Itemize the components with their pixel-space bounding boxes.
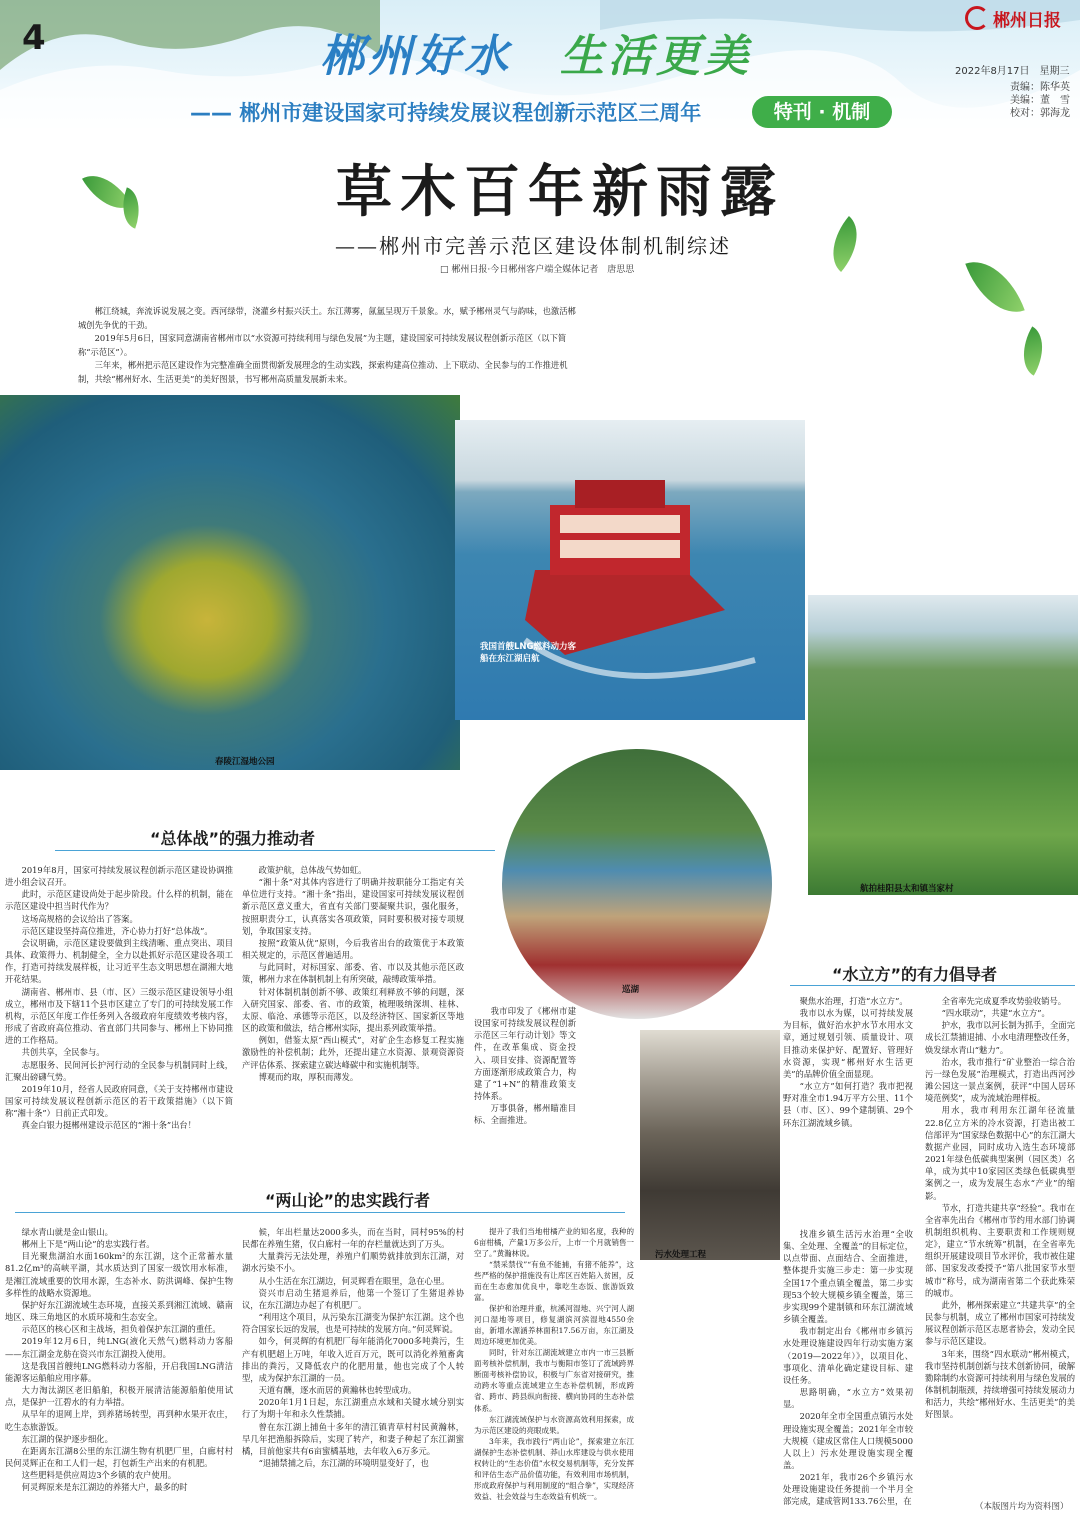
section2-title: “两山论”的忠实践行者	[265, 1191, 431, 1210]
paragraph: 候，年出栏量达2000多头，而在当时，同村95%的村民都在养殖生猪，仅白廊村一年的存栏量就达到了万头。	[242, 1227, 464, 1250]
headline: 草木百年新雨露	[336, 159, 784, 225]
paragraph: 与此同时，对标国家、部委、省、市以及其他示范区政策，郴州力求在体制机制上有所突破，敲缚政策举措。	[242, 962, 464, 985]
s1-column-2	[242, 864, 464, 1083]
paragraph: 如今，何灵辉的有机肥厂每年能消化7000多吨粪污，生产有机肥超上万吨，年收入近百万元，既可以消化养殖畜禽排出的粪污，又降低农户的化肥用量，他也完成了个人转型，成为保护东江湖的一员。	[242, 1336, 464, 1383]
paragraph: “水立方”如何打造？我市把视野对准全市1.94万平方公里、11个县（市、区）、99个建制镇、29个环东江湖流域乡镇。	[783, 1081, 913, 1128]
village-aerial-photo	[808, 595, 1078, 895]
s3-column-1a	[783, 995, 913, 1129]
s3-column-1b	[783, 1228, 913, 1508]
masthead-part1: 郴州好水	[320, 31, 512, 82]
village-caption: 航拍桂阳县太和镇当家村	[860, 884, 954, 894]
paragraph: 2019年12月6日，纯LNG(液化天然气)燃料动力客船——东江湖金龙舫在资兴市东江湖投入使用。	[5, 1336, 233, 1359]
logo-text: 郴州日报	[993, 11, 1061, 31]
wetland-caption: 春陵江湿地公园	[215, 757, 275, 767]
intro-paragraph: 2019年5月6日，国家同意湖南省郴州市以“水资源可持续利用与绿色发展”为主题，建设国家可持续发展议程创新示范区（以下简称“示范区”）。	[78, 333, 567, 357]
paragraph: 从早年的退网上岸，到养猪场转型，再到种水果开农庄，吃生态旅游饭。	[5, 1409, 233, 1432]
paragraph: 共创共享，全民参与。	[21, 1047, 105, 1058]
paragraph: 志愿服务、民间河长护河行动的全民参与机制同时上线，汇聚出磅礴气势。	[5, 1059, 233, 1082]
paragraph: 思路明确，“水立方”效果初显。	[783, 1387, 913, 1410]
leaf-icon	[965, 250, 1024, 324]
proofreader-credit: 校对：郭海龙	[1010, 108, 1070, 119]
s3-column-2	[925, 995, 1075, 1420]
s2-column-2	[242, 1226, 464, 1469]
editor-credit: 责编：陈华英	[1010, 82, 1070, 93]
paragraph: 此时，示范区建设尚处于起步阶段。什么样的机制，能在示范区建设中担当时代作为？	[5, 889, 233, 912]
paragraph: 保护和治理并重，杭溪河湿地、兴宁河人湖河口湿地等项目，修复湖滨河滨湿地4550余亩，新增水源涵养林面积17.56万亩，东江湖及周边环境更加优美。	[474, 1304, 634, 1347]
paragraph: “退捕禁捕之后，东江湖的环境明显变好了，也	[258, 1457, 429, 1468]
masthead-title	[320, 20, 752, 84]
paragraph: 湖南省、郴州市、县（市、区）三级示范区建设领导小组成立，郴州市及下辖11个县市区建立了专门的可持续发展工作机构，示范区年度工作任务列入各级政府年度绩效考核内容，形成了省政府高位推动、省直部门共同参与、郴州上下协同推进的工作格局。	[5, 986, 233, 1046]
section2-rule	[15, 1212, 625, 1213]
footer-note: （本版图片均为资料图）	[975, 1502, 1069, 1512]
paragraph: 用水，我市利用东江湖年径流量22.8亿立方米的冷水资源，打造出被工信部评为“国家绿色数据中心”的东江湖大数据产业园，同时成功入选生态环境部2021年绿色低碳典型案例（园区类）名单，成为其中10家园区类绿色低碳典型案例之一，成为发展生态水“产业”的缩影。	[925, 1105, 1075, 1201]
paragraph: 会议明确，示范区建设要做到主线清晰、重点突出、项目具体、政策得力、机制健全，全力以赴抓好示范区建设各项工作，打造可持续发展样板，让习近平生态文明思想在湖湘大地开花结果。	[5, 937, 233, 985]
designer-credit: 美编：董 雪	[1010, 95, 1070, 106]
paragraph: 东江湖的保护逐步细化。	[21, 1433, 113, 1444]
special-subtitle: —— 郴州市建设国家可持续发展议程创新示范区三周年	[190, 101, 702, 125]
newspaper-logo	[965, 6, 1075, 34]
paragraph: 这是我国首艘纯LNG燃料动力客船，开启我国LNG清洁能源客运船舶应用序幕。	[5, 1360, 233, 1383]
paragraph: 绿水青山就是金山银山。	[21, 1227, 113, 1237]
paragraph: 东江湖流域保护与水资源高效利用探索，成为示范区建设的亮眼成果。	[474, 1414, 634, 1435]
paragraph: 目光聚焦湖泊水面160km²的东江湖，这个正常蓄水量81.2亿m³的高峡平湖，其水质达到了国家一级饮用水标准，是湘江流域重要的饮用水源，生态补水、防洪调峰、保护生物多样性的战略水资源地。	[5, 1251, 233, 1298]
paragraph: “利用这个项目，从污染东江湖变为保护东江湖。这个也符合国家长远的发展，也是可持续的发展方向。”何灵辉说。	[242, 1312, 464, 1335]
byline: □ 郴州日报·今日郴州客户端全媒体记者 唐思思	[440, 265, 635, 275]
logo-mark-icon	[965, 6, 989, 30]
paragraph: 全省率先完成夏季攻势验收销号。	[941, 996, 1067, 1006]
lake-patrol-photo	[498, 745, 776, 1023]
section1-rule	[55, 850, 495, 851]
paragraph: 政策护航，总体战气势如虹。	[258, 865, 367, 875]
issue-date: 2022年8月17日 星期三	[955, 66, 1070, 77]
boat-caption: 我国首艘LNG燃料动力客船在东江湖启航	[480, 642, 577, 664]
paragraph: 我市印发了《郴州市建设国家可持续发展议程创新示范区三年行动计划》等文件，在改革集成、资金投入、项目安排、资源配置等方面逐渐形成政策合力，构建了“1+N”的精准政策支持体系。	[474, 1006, 576, 1102]
paragraph: 示范区建设坚持高位推进，齐心协力打好“总体战”。	[21, 925, 213, 936]
paragraph: 聚焦水治理，打造“水立方”。	[799, 996, 908, 1006]
paragraph: 郴州上下是“两山论”的忠实践行者。	[21, 1239, 155, 1250]
intro-paragraph: 三年来，郴州把示范区建设作为完整准确全面贯彻新发展理念的生动实践，探索构建高位推动、上下联动、全民参与的工作推进机制，共绘“郴州好水、生活更美”的美好图景，书写郴州高质量发展新未来。	[78, 360, 568, 384]
paragraph: 2020年全市全国重点镇污水处理设施实现全覆盖；2021年全市较大规模（建成区常住人口规模5000人以上）污水处理设施实现全覆盖。	[783, 1411, 913, 1470]
paragraph: 何灵辉原来是东江湖边的养猪大户，最多的时	[21, 1482, 188, 1493]
section3-rule	[790, 985, 1075, 986]
paragraph: 万事俱备，郴州瞄准目标、全面推进。	[474, 1103, 576, 1126]
paragraph: 2020年1月1日起，东江湖重点水域和关键水域分别实行了为期十年和永久性禁捕。	[242, 1397, 464, 1420]
paragraph: 这场高规格的会议给出了答案。	[21, 913, 138, 924]
special-tag: 特刊 · 机制	[752, 96, 892, 128]
section1-title: “总体战”的强力推动者	[150, 829, 316, 848]
paragraph: 同时，针对东江湖流域建立市内一市三县断面考核补偿机制，我市与衡阳市签订了流域跨界断面考核补偿协议，积极与广东省对接研究，推动跨水等重点流域建立生态补偿机制，形成跨省、跨市、跨县纵向衔接、横向协同的生态补偿体系。	[474, 1348, 634, 1413]
paragraph: 大力淘汰湖区老旧船舶，积极开展清洁能源船舶使用试点，是保护一江碧水的有力举措。	[5, 1385, 233, 1408]
paragraph: 2019年8月，国家可持续发展议程创新示范区建设协调推进小组会议召开。	[5, 865, 233, 888]
paragraph: 此外，郴州探索建立“共建共享”的全民参与机制，成立了郴州市国家可持续发展议程创新示范区志愿者协会，发动全民参与示范区建设。	[925, 1299, 1075, 1347]
paragraph: 资兴市启动生猪退养后，他第一个签订了生猪退养协议，在东江湖边办起了有机肥厂。	[242, 1287, 464, 1310]
paragraph: 曾在东江湖上捕鱼十多年的清江镇青草村村民黄瀚林，早几年把渔船拆除后，实现了转产，和妻子种起了东江湖蜜橘，目前他家共有6亩蜜橘基地，去年收入6万多元。	[242, 1421, 464, 1456]
sewage-caption: 污水处理工程	[655, 1250, 707, 1260]
paragraph: 2019年10月，经省人民政府同意，《关于支持郴州市建设国家可持续发展议程创新示范区的若干政策措施》（以下简称“湘十条”）日前正式印发。	[5, 1083, 233, 1119]
s1-column-1	[5, 864, 233, 1131]
intro-paragraphs	[78, 305, 578, 387]
paragraph: 博观而约取，厚积而薄发。	[258, 1071, 359, 1082]
subheadline: ——郴州市完善示范区建设体制机制综述	[335, 234, 731, 258]
paragraph: 保护好东江湖流域生态环境，直接关系到湘江流域、赣南地区、珠三角地区的水质环境和生态安全。	[5, 1299, 233, 1323]
paragraph: 在距离东江湖8公里的东江湖生物有机肥厂里，白廊村村民何灵辉正在和工人们一起，打包新生产出来的有机肥。	[5, 1445, 233, 1468]
paragraph: 针对体制机制创新不够、政策红利释放不够的问题，深入研究国家、部委、省、市的政策，梳理吸纳深圳、桂林、太原、临沧、承德等示范区，以及经济特区、国家新区等地区的政策和做法，结合郴州实际，提出系列政策举措。	[242, 986, 464, 1034]
paragraph: 我市以水为媒，以可持续发展为目标，做好治水护水节水用水文章，通过规划引领、质量设计、项目推动来保护好、配置好、管理好水资源，实现“郴州好水生活更美”的品牌价值全面显现。	[783, 1008, 913, 1079]
paragraph: “湘十条”对其体内容进行了明确并按职能分工指定有关单位进行支持。“湘十条”指出，建设国家可持续发展议程创新示范区意义重大，省直有关部门要凝聚共识，强化服务，按照职责分工，认真落实各项政策，同时要积极对接专项规划，争取国家支持。	[242, 877, 464, 936]
paragraph: 大量粪污无法处理，养殖户们顺势就排放到东江湖，对湖水污染不小。	[242, 1251, 464, 1274]
leaf-icon	[1011, 326, 1055, 375]
paragraph: 2021年，我市26个乡镇污水处理设施建设任务提前一个半月全部完成，建成管网133.76公里，在	[783, 1472, 913, 1507]
intro-paragraph: 郴江绕城，奔流诉说发展之变。西河绿带，浇灌乡村振兴沃土。东江薄雾，氤氲呈现万千景象。水，赋予郴州灵气与韵味，也激活郴城创先争优的干劲。	[78, 306, 576, 330]
boat-illustration	[455, 420, 805, 720]
patrol-caption: 巡湖	[622, 985, 640, 995]
page-number: 4	[22, 18, 46, 58]
paragraph: 3年来，我市践行“两山论”，探索建立东江湖保护生态补偿机制、莽山水库建设与供水使用权转让的“生态价值”水权交易机制等，充分发挥和评估生态产品价值功能，有效利用市场机制，形成政府保护与利用制度的“组合拳”，实现经济效益、社会效益与生态效益有机统一。	[474, 1436, 634, 1501]
paragraph: 从小生活在东江湖边，何灵辉看在眼里，急在心里。	[258, 1275, 450, 1286]
paragraph: 我市制定出台《郴州市乡镇污水处理设施建设四年行动实施方案（2019—2022年）》，以项目化、事项化、清单化确定建设目标、建设任务。	[783, 1326, 913, 1385]
paragraph: 护水，我市以河长制为抓手，全面完成长江禁捕退捕、小水电清理整改任务，焕发绿水青山“魅力”。	[925, 1020, 1075, 1055]
wetland-park-photo	[0, 395, 460, 770]
paragraph: 例如，借鉴太原“西山模式”，对矿企生态修复工程实施激励性的补偿机制；此外，还提出建立水资源、景观资源资产评估体系、探索建立碳达峰碳中和实施机制等。	[242, 1035, 464, 1070]
paragraph: 提升了我们当地柑橘产业的知名度，我种的6亩柑橘，产量1万多公斤，上市一个月就销售一空了。”黄瀚林说。	[474, 1227, 634, 1259]
s2-column-3	[474, 1226, 634, 1502]
paragraph: 3年来，围绕“四水联动”郴州模式，我市坚持机制创新与技术创新协同，破解勠除制约水资源可持续利用与绿色发展的体制机制瓶颈，持续增强可持续发展动力和活力，共绘“郴州好水、生活更美”的美好图景。	[925, 1348, 1075, 1420]
paragraph: 真金白银力挺郴州建设示范区的“湘十条”出台！	[21, 1120, 197, 1131]
paragraph: 治水，我市推行“矿业整治一综合治污一绿色发展”治理模式，打造出西河沙滩公园这一景点案例，获评“中国人居环境范例奖”，成为流域治理样板。	[925, 1056, 1075, 1104]
sewage-project-photo	[640, 1030, 780, 1260]
lng-boat-photo	[455, 420, 805, 720]
paragraph: 按照“政策从优”原则，今后我省出台的政策优于本政策相关规定的，示范区普遍适用。	[242, 937, 464, 961]
paragraph: “禁采禁伐”“有鱼不能捕，有猪不能养”，这些严格的保护措施没有让库区百姓陷入贫困，反而在生态愈加优良中，靠吃生态饭、旅游饭致富。	[474, 1260, 634, 1303]
leaf-icon	[818, 216, 872, 272]
paragraph: 找准乡镇生活污水治理“全收集、全处理、全覆盖”的目标定位，以点带面、点面结合、全面推进，整体提升实施三步走：第一步实现全国17个重点镇全覆盖，第二步实现53个较大规模乡镇全覆盖，第三步实现99个建制镇和环东江湖流域乡镇全覆盖。	[783, 1229, 913, 1325]
paragraph: 天道有酬，逐水而居的黄瀚林也转型成功。	[258, 1385, 417, 1396]
paragraph: 这些肥料是供应周边3个乡镇的农户使用。	[21, 1470, 177, 1481]
masthead-part2: 生活更美	[560, 31, 752, 82]
paragraph: 示范区的核心区和主战场，担负着保护东江湖的重任。	[21, 1324, 221, 1335]
section3-title: “水立方”的有力倡导者	[832, 965, 998, 984]
paragraph: “四水联动”，共建“水立方”。	[941, 1008, 1050, 1019]
s1-column-3	[474, 1005, 576, 1127]
s2-column-1	[5, 1226, 233, 1493]
paragraph: 节水，打造共建共享“经验”。我市在全省率先出台《郴州市节约用水部门协调机制组织机构、主要职责和工作规则规定》，建立“节水统筹”机制，在全省率先组织开展建设项目节水评价，我市被住建部、国家发改委授予“第八批国家节水型城市”称号，成为湖南省第二个获此殊荣的城市。	[925, 1202, 1075, 1298]
